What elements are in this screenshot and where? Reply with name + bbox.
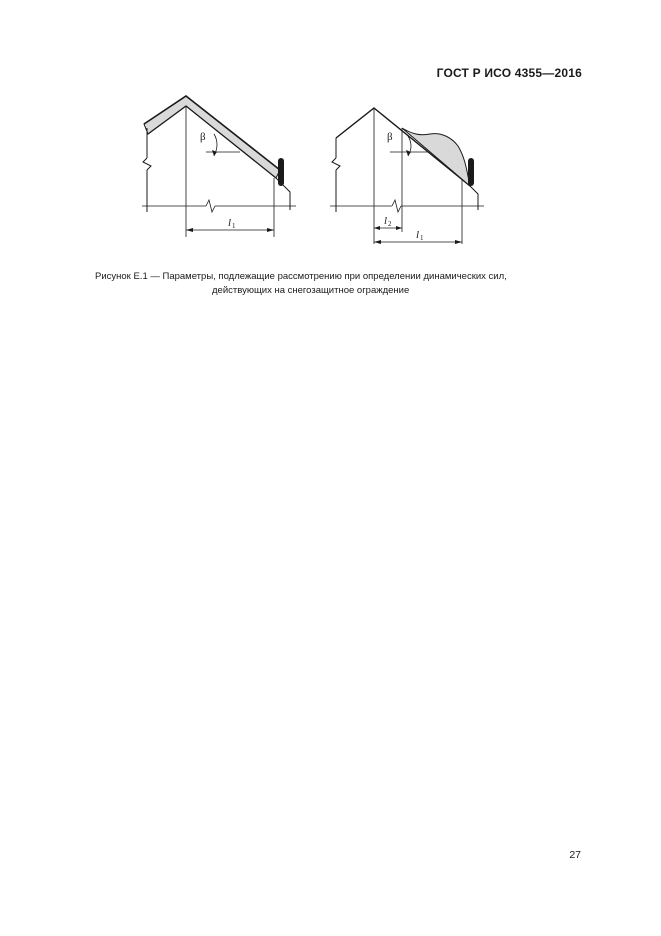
left-dim-arrow-l: [186, 228, 193, 232]
left-length-label: l: [228, 217, 232, 229]
right-dim-l2-arrow-r: [396, 226, 402, 230]
page-number: 27: [569, 849, 581, 861]
left-dim-arrow-r: [267, 228, 274, 232]
right-long-sub: 1: [420, 234, 424, 242]
left-diagram: [142, 96, 296, 237]
caption-line-2: действующих на снегозащитное ограждение: [212, 285, 410, 296]
right-dim-l2-arrow-l: [374, 226, 380, 230]
right-dim-l1-arrow-l: [374, 240, 381, 244]
left-snow-layer: [144, 96, 280, 178]
right-wall-break: [332, 158, 340, 170]
right-dim-l1-arrow-r: [455, 240, 462, 244]
left-wall-break: [143, 158, 151, 170]
right-long-label: l: [416, 229, 420, 241]
right-snow-drift: [402, 128, 470, 186]
left-length-sub: 1: [232, 222, 236, 230]
figure-caption: [95, 270, 575, 298]
standard-header: ГОСТ Р ИСО 4355—2016: [436, 66, 582, 80]
figure-e1: [130, 92, 500, 252]
right-ground-break: [392, 200, 401, 212]
left-ground-break: [206, 200, 215, 212]
figure-e1-drawing: [130, 92, 500, 252]
right-diagram: [330, 108, 484, 244]
right-angle-label: β: [387, 131, 393, 143]
caption-line-1: Рисунок Е.1 — Параметры, подлежащие рассмотрению при определении динамических сил,: [95, 271, 507, 282]
right-short-sub: 2: [388, 220, 392, 228]
right-snow-guard: [468, 158, 474, 186]
left-snow-guard: [278, 158, 284, 186]
left-angle-label: β: [200, 131, 206, 143]
right-short-label: l: [384, 215, 388, 227]
